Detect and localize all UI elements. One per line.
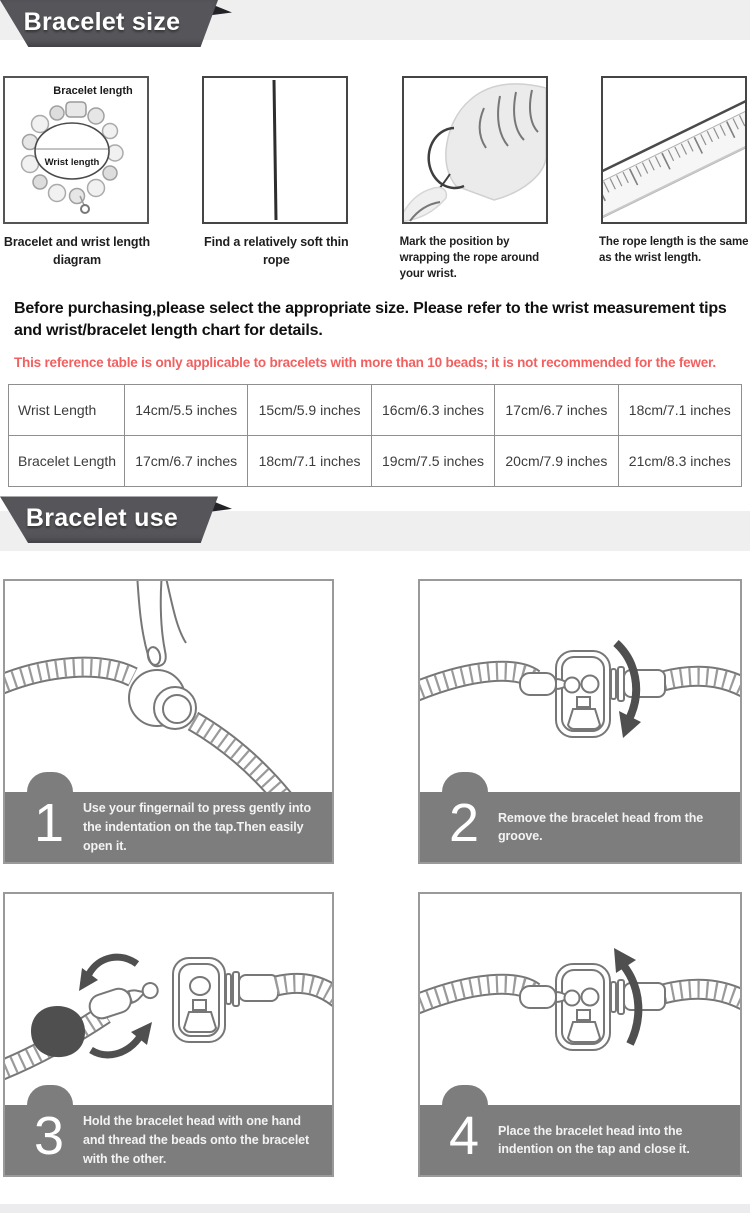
step-caption: Hold the bracelet head with one hand and thread the beads onto the bracelet with the other. [83, 1114, 310, 1166]
ruler-illustration [603, 78, 745, 222]
step-caption-bar [420, 792, 740, 862]
size-step-panel [399, 76, 548, 282]
bracelet-use-banner [0, 496, 218, 543]
use-section-header-strip [0, 504, 750, 551]
remove-head-illustration [420, 581, 740, 792]
size-step-caption: Mark the position by wrapping the rope around your wrist. [399, 236, 540, 281]
size-step-caption: The rope length is the same as the wrist length. [598, 236, 749, 265]
use-step-panel-1 [3, 579, 334, 864]
size-step-caption: Find a relatively soft thin rope [204, 235, 349, 267]
step-caption-bar [5, 792, 332, 862]
bottom-strip [0, 1204, 750, 1213]
use-step-panel-3 [3, 892, 334, 1177]
step-number: 4 [448, 1106, 480, 1167]
wrist-measure-illustration [404, 78, 546, 222]
size-cell: 17cm/6.7 inches [495, 385, 618, 436]
size-steps-row [0, 76, 750, 282]
size-cell: 16cm/6.3 inches [371, 385, 494, 436]
row-label: Bracelet Length [9, 436, 125, 487]
use-step-panel-2 [418, 579, 742, 864]
open-clasp-illustration [5, 581, 332, 792]
use-step-panel-4 [418, 892, 742, 1177]
size-step-panel [202, 76, 348, 282]
size-section-header-strip [0, 0, 750, 40]
step-number: 2 [448, 793, 480, 854]
size-cell: 20cm/7.9 inches [495, 436, 618, 487]
size-step-panel [598, 76, 749, 282]
rope-illustration [204, 78, 346, 222]
bracelet-diagram-illustration [5, 78, 147, 222]
step-caption-bar [420, 1105, 740, 1175]
step-number: 1 [33, 793, 65, 854]
size-cell: 18cm/7.1 inches [618, 385, 741, 436]
step-number: 3 [33, 1106, 65, 1167]
size-cell: 15cm/5.9 inches [248, 385, 371, 436]
thread-beads-illustration [5, 894, 332, 1105]
wrist-length-row [9, 385, 742, 436]
bracelet-length-row [9, 436, 742, 487]
step-caption: Use your fingernail to press gently into the indentation on the tap.Then easily open it. [83, 801, 311, 853]
step-caption: Remove the bracelet head from the groove. [498, 810, 704, 844]
step-caption: Place the bracelet head into the indention on the tap and close it. [498, 1123, 690, 1157]
size-cell: 14cm/5.5 inches [125, 385, 248, 436]
row-label: Wrist Length [9, 385, 125, 436]
use-steps-grid [0, 579, 750, 1177]
intro-text: Before purchasing,please select the appropriate size. Please refer to the wrist measurement tips and wrist/bracelet length chart for details. [14, 300, 727, 340]
wrist-length-label: Wrist length [44, 157, 100, 168]
size-cell: 17cm/6.7 inches [125, 436, 248, 487]
size-step-panel [3, 76, 149, 282]
size-cell: 18cm/7.1 inches [248, 436, 371, 487]
size-cell: 19cm/7.5 inches [371, 436, 494, 487]
size-chart-table [8, 384, 742, 487]
size-step-caption: Bracelet and wrist length diagram [3, 235, 151, 267]
size-cell: 21cm/8.3 inches [618, 436, 741, 487]
step-caption-bar [5, 1105, 332, 1175]
bracelet-size-banner [0, 0, 218, 47]
close-clasp-illustration [420, 894, 740, 1105]
reference-note: This reference table is only applicable to bracelets with more than 10 beads; it is not recommended for the fewer. [14, 355, 716, 371]
section-title: Bracelet size [23, 8, 181, 36]
section-title: Bracelet use [25, 504, 179, 533]
bracelet-length-label: Bracelet length [53, 85, 133, 97]
